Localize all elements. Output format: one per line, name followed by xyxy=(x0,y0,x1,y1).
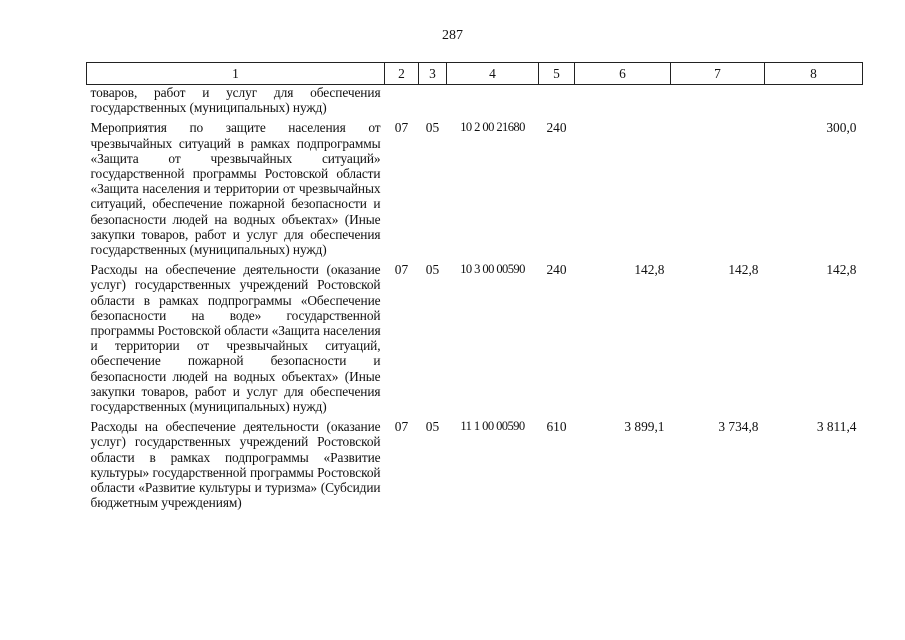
row-amount-year-1 xyxy=(575,85,671,116)
row-amount-year-2 xyxy=(671,85,765,116)
header-col-8: 8 xyxy=(765,63,863,85)
header-col-2: 2 xyxy=(385,63,419,85)
row-section-code: 07 xyxy=(394,262,409,278)
row-description: Мероприятия по защите населения от чрезвычайных ситуаций в рамках подпрограммы «Защита от чрезвычайных ситуаций» государственной программы Ростовской области «Защита населения и территории от чрезвычайных ситуаций, обеспечение пожарной безопасности и безопасности людей на водных объектах» (Иные закупки товаров, работ и услуг для обеспечения государственных (муниципальных) нужд) xyxy=(90,120,381,258)
row-amount-year-3 xyxy=(765,85,863,116)
header-col-6: 6 xyxy=(575,63,671,85)
table-header-row xyxy=(87,63,863,85)
header-col-3: 3 xyxy=(419,63,447,85)
header-col-1: 1 xyxy=(87,63,385,85)
row-amount-year-2 xyxy=(671,120,765,257)
table-row xyxy=(87,419,863,510)
row-amount-year-1: 142,8 xyxy=(634,262,665,278)
row-subsection-code: 05 xyxy=(425,419,440,435)
budget-table xyxy=(86,62,863,510)
row-section-code: 07 xyxy=(394,120,409,136)
row-subsection-code: 05 xyxy=(425,120,440,136)
row-expense-type-code xyxy=(539,85,575,116)
page-number: 287 xyxy=(442,28,463,43)
row-expense-type-code: 240 xyxy=(546,120,567,136)
row-description: Расходы на обеспечение деятельности (оказание услуг) государственных учреждений Ростовской области в рамках подпрограммы «Обеспечение безопасности на воде» государственной программы Ростовской области «Защита населения и территории от чрезвычайных ситуаций, обеспечение пожарной безопасности и безопасности людей на водных объектах» (Иные закупки товаров, работ и услуг для обеспечения государственных (муниципальных) нужд) xyxy=(90,262,381,415)
row-section-code xyxy=(385,85,419,116)
table-row xyxy=(87,120,863,257)
row-amount-year-1: 3 899,1 xyxy=(624,419,665,435)
row-amount-year-2: 142,8 xyxy=(728,262,759,278)
row-description: Расходы на обеспечение деятельности (оказание услуг) государственных учреждений Ростовской области в рамках подпрограммы «Развитие культуры» государственной программы Ростовской области «Развитие культуры и туризма» (Субсидии бюджетным учреждениям) xyxy=(90,419,381,511)
row-description: товаров, работ и услуг для обеспечения государственных (муниципальных) нужд) xyxy=(90,85,381,116)
row-target-article-code: 11 1 00 00590 xyxy=(460,419,525,434)
table-row xyxy=(87,262,863,414)
header-col-7: 7 xyxy=(671,63,765,85)
row-target-article-code: 10 3 00 00590 xyxy=(460,262,525,277)
header-col-4: 4 xyxy=(447,63,539,85)
header-col-5: 5 xyxy=(539,63,575,85)
row-section-code: 07 xyxy=(394,419,409,435)
row-subsection-code: 05 xyxy=(425,262,440,278)
table-row xyxy=(87,85,863,116)
row-target-article-code xyxy=(447,85,539,116)
row-expense-type-code: 240 xyxy=(546,262,567,278)
row-amount-year-3: 300,0 xyxy=(826,120,857,136)
row-amount-year-1 xyxy=(575,120,671,257)
row-amount-year-3: 142,8 xyxy=(826,262,857,278)
row-subsection-code xyxy=(419,85,447,116)
row-expense-type-code: 610 xyxy=(546,419,567,435)
row-amount-year-3: 3 811,4 xyxy=(816,419,857,435)
row-amount-year-2: 3 734,8 xyxy=(718,419,759,435)
row-target-article-code: 10 2 00 21680 xyxy=(460,120,525,135)
